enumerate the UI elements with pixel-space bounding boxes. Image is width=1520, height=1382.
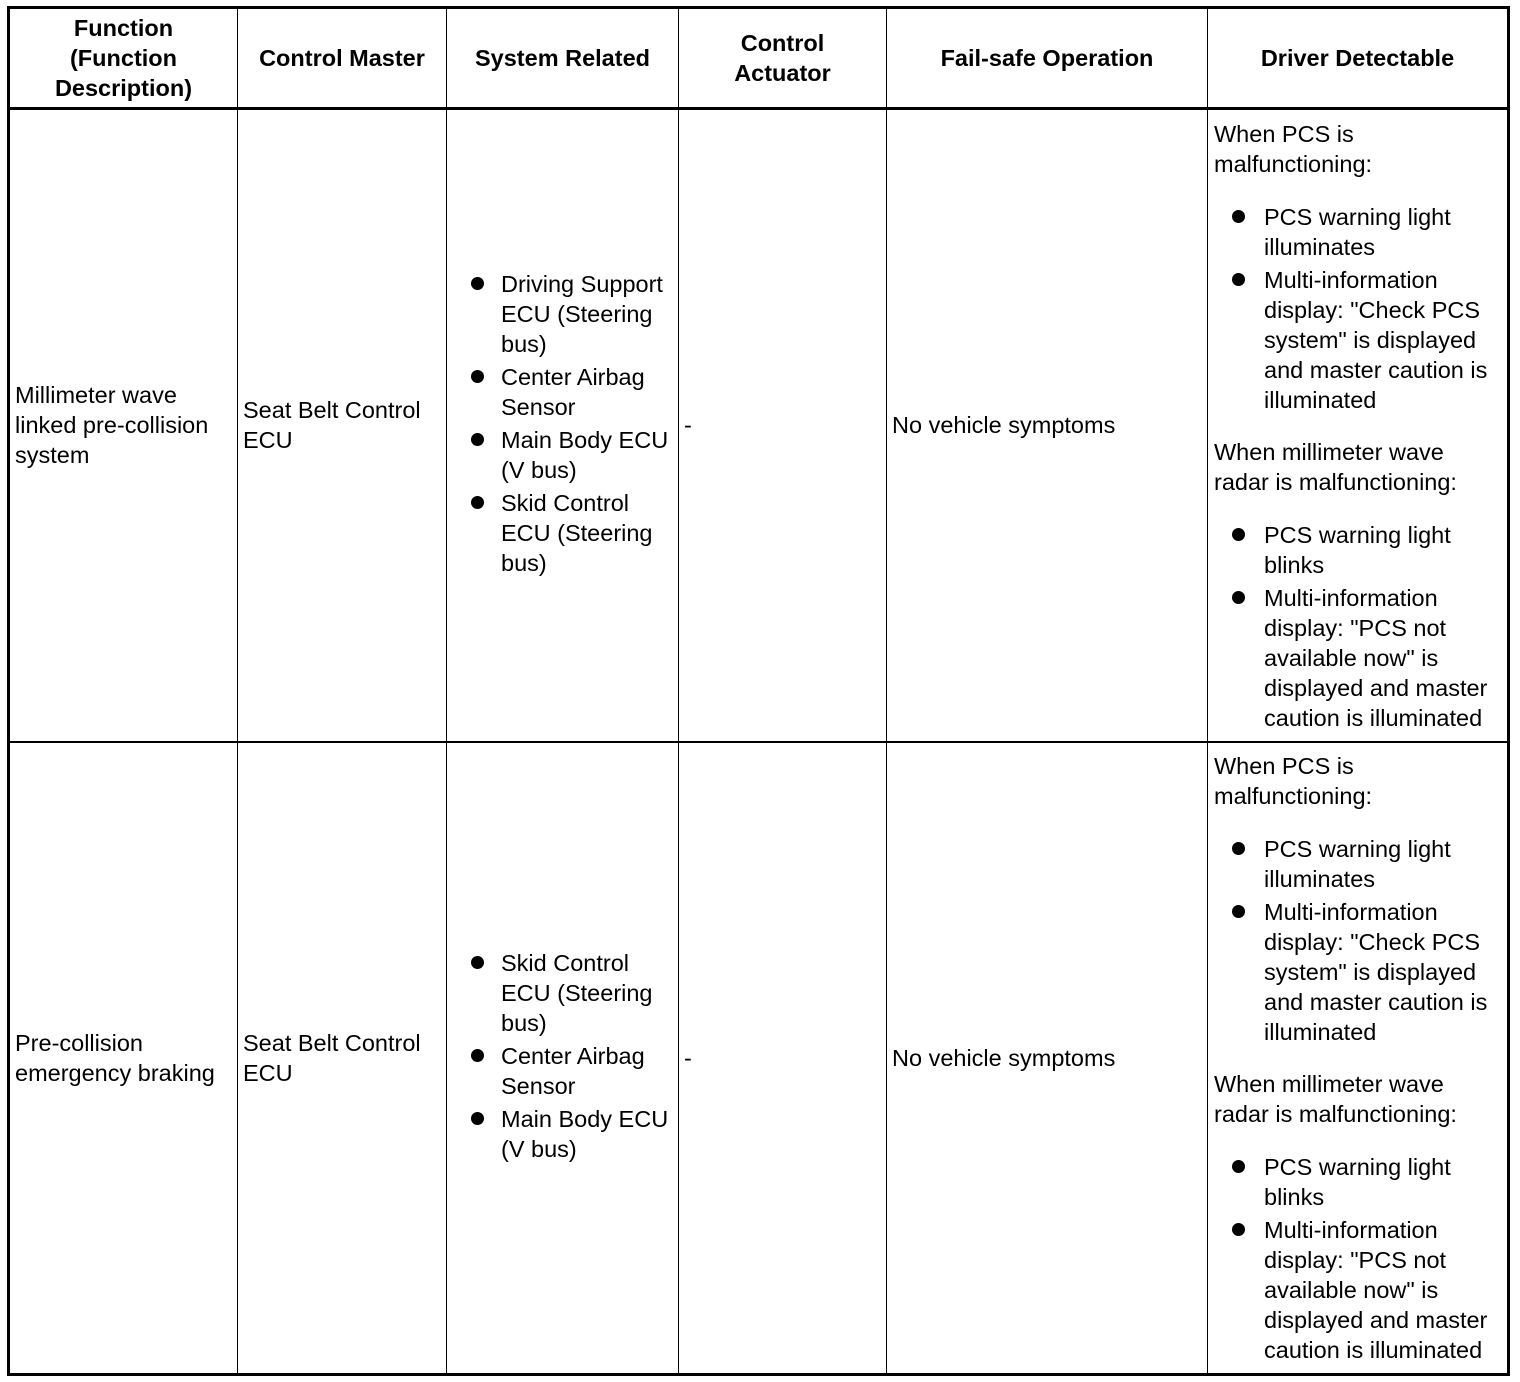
list-item: Center Airbag Sensor xyxy=(471,362,672,422)
condition-text: When millimeter wave radar is malfunctioning: xyxy=(1214,1071,1457,1128)
header-control-actuator: Control Actuator xyxy=(679,8,887,109)
function-table xyxy=(7,6,1510,1376)
header-row xyxy=(9,8,1509,109)
control-master-cell: Seat Belt Control ECU xyxy=(238,742,447,1375)
list-item: Multi-information display: "PCS not available now" is displayed and master caution is illuminated xyxy=(1232,1215,1501,1365)
driver-detectable-cell xyxy=(1208,109,1509,742)
control-actuator-cell: - xyxy=(679,109,887,742)
header-system-related: System Related xyxy=(447,8,679,109)
header-control-master: Control Master xyxy=(238,8,447,109)
failsafe-cell: No vehicle symptoms xyxy=(887,109,1208,742)
function-cell: Pre-collision emergency braking xyxy=(9,742,238,1375)
list-item: Skid Control ECU (Steering bus) xyxy=(471,488,672,578)
control-actuator-cell: - xyxy=(679,742,887,1375)
list-item: Multi-information display: "Check PCS system" is displayed and master caution is illuminated xyxy=(1232,897,1501,1047)
list-item: PCS warning light blinks xyxy=(1232,1152,1501,1212)
system-related-cell xyxy=(447,109,679,742)
condition-text: When PCS is malfunctioning: xyxy=(1214,753,1373,810)
header-driver-detectable: Driver Detectable xyxy=(1208,8,1509,109)
list-item: Main Body ECU (V bus) xyxy=(471,1104,672,1164)
symptom-list xyxy=(1214,520,1501,733)
condition-text: When PCS is malfunctioning: xyxy=(1214,120,1373,177)
list-item: Center Airbag Sensor xyxy=(471,1041,672,1101)
table-row xyxy=(9,742,1509,1375)
function-cell: Millimeter wave linked pre-collision system xyxy=(9,109,238,742)
list-item: Main Body ECU (V bus) xyxy=(471,425,672,485)
symptom-list xyxy=(1214,834,1501,1047)
system-related-list xyxy=(471,948,672,1164)
list-item: PCS warning light illuminates xyxy=(1232,202,1501,262)
list-item: Multi-information display: "PCS not available now" is displayed and master caution is illuminated xyxy=(1232,583,1501,733)
condition-text: When millimeter wave radar is malfunctioning: xyxy=(1214,438,1457,495)
control-master-cell: Seat Belt Control ECU xyxy=(238,109,447,742)
failsafe-cell: No vehicle symptoms xyxy=(887,742,1208,1375)
header-failsafe-operation: Fail-safe Operation xyxy=(887,8,1208,109)
system-related-list xyxy=(471,269,672,578)
list-item: Skid Control ECU (Steering bus) xyxy=(471,948,672,1038)
symptom-list xyxy=(1214,1152,1501,1365)
list-item: Driving Support ECU (Steering bus) xyxy=(471,269,672,359)
table-row xyxy=(9,109,1509,742)
header-function: Function (Function Description) xyxy=(9,8,238,109)
symptom-list xyxy=(1214,202,1501,415)
system-related-cell xyxy=(447,742,679,1375)
list-item: Multi-information display: "Check PCS system" is displayed and master caution is illuminated xyxy=(1232,265,1501,415)
driver-detectable-cell xyxy=(1208,742,1509,1375)
list-item: PCS warning light illuminates xyxy=(1232,834,1501,894)
list-item: PCS warning light blinks xyxy=(1232,520,1501,580)
